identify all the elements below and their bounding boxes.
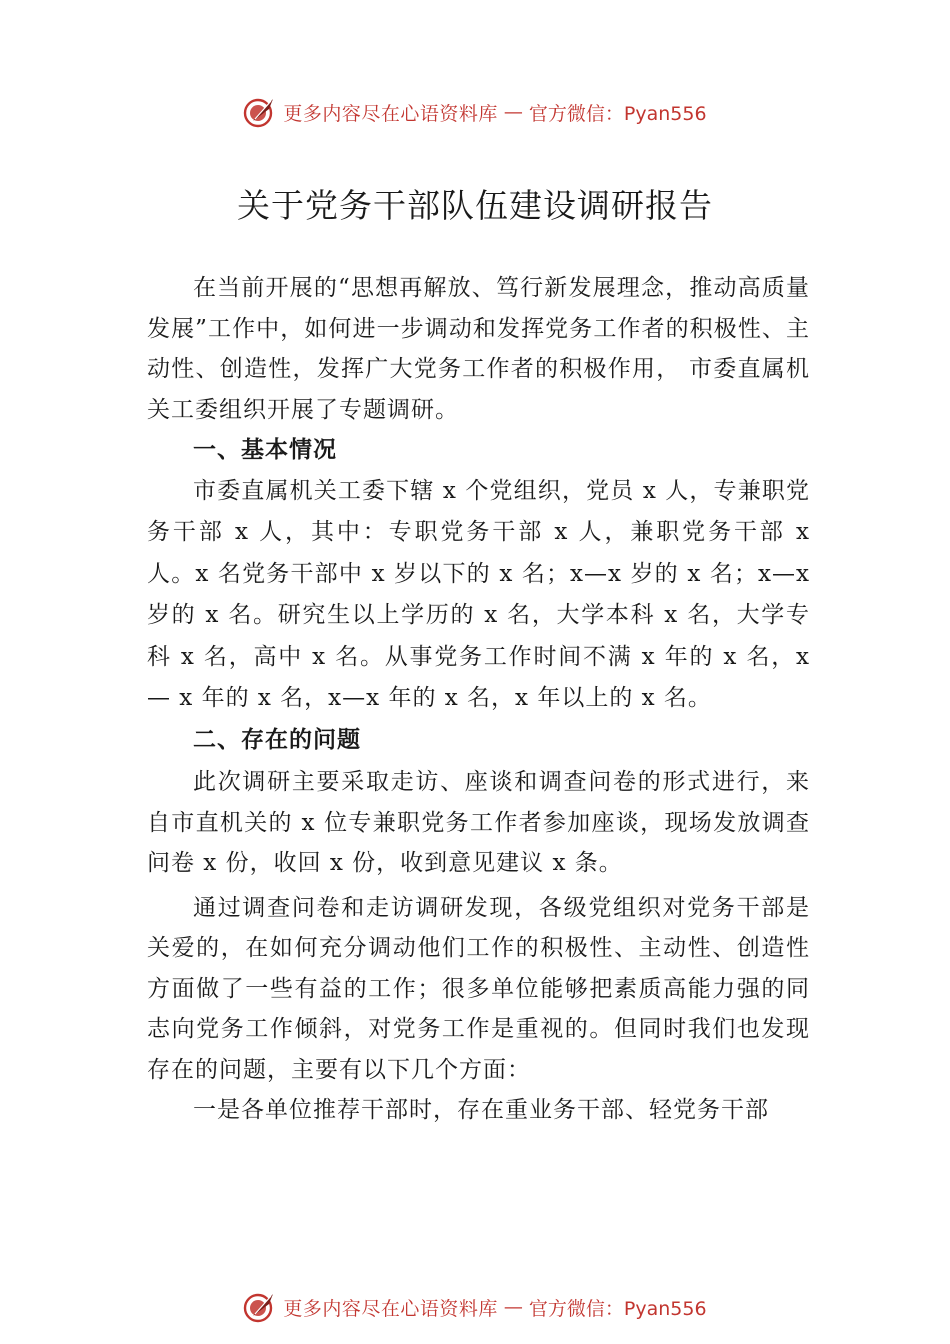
watermark-separator: — [503,101,523,123]
document-title: 关于党务干部队伍建设调研报告 [237,186,713,225]
header-watermark [0,95,950,129]
footer-watermark [0,1290,950,1324]
section-heading-problems: 二、存在的问题 [193,726,361,753]
quill-logo-icon [243,1290,277,1324]
basic-situation-paragraph: 市委直属机关工委下辖 x 个党组织，党员 x 人，专兼职党务干部 x 人，其中：专职党务干部 x 人，兼职党务干部 x 人。x 名党务干部中 x 岁以下的 x 名；x—x 岁的 x 名；x—x 岁的 x 名。研究生以上学历的 x 名，大学本科 x 名，大学专科 x 名，高中 x 名。从事党务工作时间不满 x 年的 x 名，x— x 年的 x 名，x—x 年的 x 名，x 年以上的 x 名。 [147,477,810,711]
watermark-text: 更多内容尽在心语资料库 [283,102,498,125]
survey-methods-paragraph: 此次调研主要采取走访、座谈和调查问卷的形式进行，来自市直机关的 x 位专兼职党务工作者参加座谈，现场发放调查问卷 x 份，收回 x 份，收到意见建议 x 条。 [147,769,810,876]
watermark-text: 更多内容尽在心语资料库 [283,1297,498,1320]
problem-point-1-paragraph: 一是各单位推荐干部时，存在重业务干部、轻党务干部 [193,1097,769,1123]
document-body [147,268,810,1131]
watermark-separator: — [503,1296,523,1318]
intro-paragraph: 在当前开展的“思想再解放、笃行新发展理念，推动高质量发展”工作中，如何进一步调动和发挥党务工作者的积极性、主动性、创造性，发挥广大党务工作者的积极作用， 市委直属机关工委组织开展了专题调研。 [147,275,810,423]
watermark-contact: 官方微信：Pyan556 [528,102,707,125]
survey-findings-paragraph: 通过调查问卷和走访调研发现，各级党组织对党务干部是关爱的，在如何充分调动他们工作的积极性、主动性、创造性方面做了一些有益的工作；很多单位能够把素质高能力强的同志向党务工作倾斜，对党务工作是重视的。但同时我们也发现存在的问题，主要有以下几个方面： [147,894,810,1083]
watermark-contact: 官方微信：Pyan556 [528,1297,707,1320]
section-heading-basic: 一、基本情况 [193,437,337,463]
quill-logo-icon [243,95,277,129]
